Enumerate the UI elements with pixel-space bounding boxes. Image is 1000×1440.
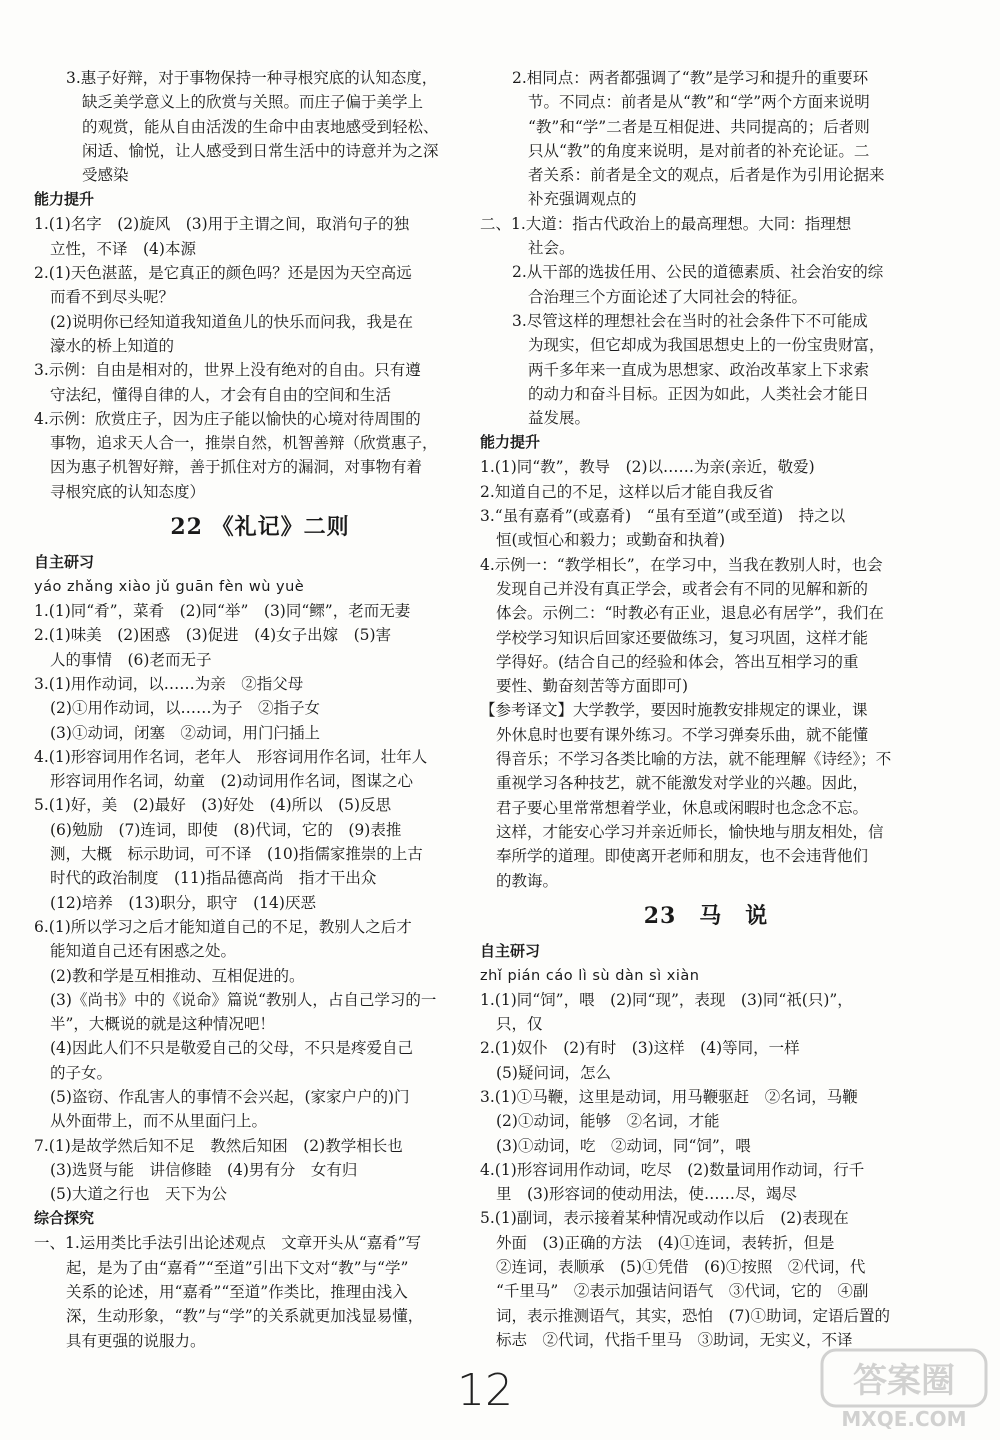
text-line: 3.(1)①马鞭，这里是动词，用马鞭驱赶 ②名词，马鞭 [480, 1087, 858, 1106]
text-line: 社会。 [528, 239, 575, 258]
text-line: 得音乐；不学习各类比喻的方法，就不能理解《诗经》；不 [496, 750, 892, 769]
text-line: 里 (3)形容词的使动用法，使……尽，竭尽 [496, 1185, 797, 1204]
text-line: 补充强调观点的 [528, 190, 637, 209]
text-line: 3.惠子好辩，对于事物保持一种寻根究底的认知态度， [66, 69, 438, 87]
text-line: (5)疑问词，怎么 [496, 1063, 611, 1082]
text-line: 5.(1)副词，表示接着某种情况或动作以后 (2)表现在 [480, 1209, 849, 1228]
text-line: 者关系：前者是全文的观点，后者是作为引用论据来 [528, 166, 885, 185]
text-line: 奉所学的道理。即使离开老师和朋友，也不会违背他们 [496, 847, 869, 866]
lesson-title: 22 《礼记》二则 [170, 514, 350, 541]
text-line: 学得好。(结合自己的经验和体会，答出互相学习的重 [496, 652, 859, 671]
text-line: 2.(1)味美 (2)困惑 (3)促进 (4)女子出嫁 (5)害 [34, 626, 392, 645]
text-line: 人的事情 (6)老而无子 [50, 650, 212, 669]
text-line: 关系的论述，用“嘉肴”“至道”作类比，推理由浅入 [66, 1283, 408, 1302]
text-line: 闲适、愉悦，让人感受到日常生活中的诗意并为之深 [82, 141, 439, 160]
text-line: (3)选贤与能 讲信修睦 (4)男有分 女有归 [50, 1160, 358, 1179]
text-line: 3.(1)用作动词，以……为亲 ②指父母 [34, 674, 304, 693]
pinyin-line: yáo zhǎng xiào jǔ guān fèn wù yuè [34, 579, 305, 596]
text-line: “千里马” ②表示加强诘问语气 ③代词，它的 ④副 [496, 1282, 869, 1301]
text-line: 益发展。 [528, 409, 591, 428]
text-line: 要性、勤奋刻苦等方面即可) [496, 677, 689, 696]
left-column [34, 66, 486, 1353]
pinyin-line: zhǐ pián cáo lì sù dàn sì xiàn [480, 967, 700, 984]
text-line: 形容词用作名词，幼童 (2)动词用作名词，图谋之心 [50, 772, 413, 791]
text-line: 恒(或恒心和毅力；或勤奋和执着) [496, 531, 726, 550]
text-line: 半”，大概说的就是这种情况吧！ [50, 1015, 275, 1034]
text-line: 为现实，但它却成为我国思想史上的一份宝贵财富， [528, 336, 885, 355]
text-line: 合治理三个方面论述了大同社会的特征。 [528, 287, 808, 306]
text-line: 的观赏，能从自由活泼的生命中由衷地感受到轻松、 [82, 117, 439, 136]
text-line: 深，生动形象，“教”与“学”的关系就更加浅显易懂， [66, 1307, 424, 1326]
text-line: 的教诲。 [496, 871, 559, 890]
text-line: 2.(1)天色湛蓝，是它真正的颜色吗？还是因为天空高远 [34, 264, 412, 283]
text-line: 二、1.大道：指古代政治上的最高理想。大同：指理想 [480, 214, 852, 233]
text-line: 3.尽管这样的理想社会在当时的社会条件下不可能成 [512, 311, 868, 330]
text-line: 从外面带上，而不从里面闩上。 [50, 1112, 268, 1131]
text-line: 节。不同点：前者是从“教”和“学”两个方面来说明 [528, 93, 870, 112]
text-line: 守法纪，懂得自律的人，才会有自由的空间和生活 [50, 385, 392, 404]
text-line: 濠水的桥上知道的 [50, 336, 175, 355]
text-line: 而看不到尽头呢？ [50, 288, 175, 307]
text-line: 标志 ②代词，代指千里马 ③助词，无实义，不译 [496, 1330, 853, 1349]
text-line: 3.“虽有嘉肴”(或嘉肴) “虽有至道”(或至道) 持之以 [480, 507, 846, 526]
text-line: 2.知道自己的不足，这样以后才能自我反省 [480, 482, 774, 501]
text-line: 词，表示推测语气，其实，恐怕 (7)①助词，定语后置的 [496, 1306, 890, 1325]
right-column [480, 66, 932, 1352]
text-line: 重视学习各种技艺，就不能激发对学业的兴趣。因此， [496, 774, 869, 793]
text-line: 只，仅 [496, 1015, 543, 1034]
text-line: 的子女。 [50, 1063, 113, 1082]
text-line: 君子要心里常常想着学业，休息或闲暇时也念念不忘。 [496, 798, 869, 817]
text-line: 受感染 [82, 166, 129, 185]
text-line: 体会。示例二：“时教必有正业，退息必有居学”，我们在 [496, 604, 884, 623]
text-line: (12)培养 (13)职分，职守 (14)厌恶 [50, 893, 316, 912]
text-line: 2.从干部的选拔任用、公民的道德素质、社会治安的综 [512, 263, 884, 282]
text-line: 4.示例：欣赏庄子，因为庄子能以愉快的心境对待周围的 [34, 409, 421, 428]
text-line: 具有更强的说服力。 [66, 1331, 206, 1350]
text-line: 2.相同点：两者都强调了“教”是学习和提升的重要环 [512, 69, 869, 87]
text-line: 两千多年来一直成为思想家、政治改革家上下求索 [528, 360, 870, 379]
text-line: (5)盗窃、作乱害人的事情不会兴起，(家家户户的)门 [50, 1087, 410, 1106]
text-line: 1.(1)名字 (2)旋风 (3)用于主谓之间，取消句子的独 [34, 215, 410, 234]
section-heading: 能力提升 [480, 433, 541, 452]
page-number: 12 [457, 1365, 513, 1416]
watermark-logo [818, 1346, 990, 1432]
text-line: (3)《尚书》中的《说命》篇说“教别人，占自己学习的一 [50, 990, 437, 1009]
text-line: 外休息时也要有课外练习。不学习弹奏乐曲，就不能懂 [496, 725, 869, 744]
text-line: 学校学习知识后回家还要做练习，复习巩固，这样才能 [496, 628, 869, 647]
text-line: (5)大道之行也 天下为公 [50, 1185, 227, 1204]
text-line: 立性，不译 (4)本源 [50, 239, 196, 258]
text-line: 一、1.运用类比手法引出论述观点 文章开头从“嘉肴”写 [34, 1234, 422, 1253]
text-line: 4.(1)形容词用作名词，老年人 形容词用作名词，壮年人 [34, 747, 428, 766]
text-line: 4.示例一：“教学相长”，在学习中，当我在教别人时，也会 [480, 555, 883, 574]
text-line: (2)教和学是互相推动、互相促进的。 [50, 966, 305, 985]
text-line: 起，是为了由“嘉肴”“至道”引出下文对“教”与“学” [66, 1258, 409, 1277]
text-line: 发现自己并没有真正学会，或者会有不同的见解和新的 [496, 579, 869, 598]
watermark-main: 答案圈 [853, 1361, 955, 1401]
text-line: 7.(1)是故学然后知不足 教然后知困 (2)教学相长也 [34, 1136, 403, 1155]
text-line: ②连词，表顺承 (5)①凭借 (6)①按照 ②代词，代 [496, 1258, 866, 1277]
text-line: 缺乏美学意义上的欣赏与关照。而庄子偏于美学上 [82, 93, 424, 112]
section-heading: 能力提升 [34, 190, 95, 209]
text-line: 测，大概 标示助词，可不译 (10)指儒家推崇的上古 [50, 845, 423, 864]
watermark-sub: MXQE.COM [841, 1407, 967, 1431]
text-line: 6.(1)所以学习之后才能知道自己的不足，教别人之后才 [34, 917, 412, 936]
section-heading: 自主研习 [480, 941, 541, 960]
text-line: 1.(1)同“教”，教导 (2)以……为亲(亲近，敬爱) [480, 458, 815, 477]
text-line: 这样，才能安心学习并亲近师长，愉快地与朋友相处，信 [496, 822, 884, 841]
text-line: 3.示例：自由是相对的，世界上没有绝对的自由。只有遵 [34, 361, 421, 380]
text-line: 【参考译文】大学教学，要因时施教安排规定的课业，课 [480, 701, 868, 720]
text-line: 2.(1)奴仆 (2)有时 (3)这样 (4)等同，一样 [480, 1039, 800, 1058]
text-line: 时代的政治制度 (11)指品德高尚 指才干出众 [50, 869, 377, 888]
text-line: 4.(1)形容词用作动词，吃尽 (2)数量词用作动词，行千 [480, 1160, 865, 1179]
text-line: 1.(1)同“饲”，喂 (2)同“现”，表现 (3)同“祇(只)”， [480, 990, 853, 1009]
text-line: 1.(1)同“肴”，菜肴 (2)同“举” (3)同“鳏”，老而无妻 [34, 602, 411, 621]
text-line: (4)因此人们不只是敬爱自己的父母，不只是疼爱自己 [50, 1039, 413, 1058]
text-line: 外面 (3)正确的方法 (4)①连词，表转折，但是 [496, 1233, 835, 1252]
text-line: (2)①动词，能够 ②名词，才能 [496, 1112, 720, 1131]
text-line: (6)勉励 (7)连词，即使 (8)代词，它的 (9)表推 [50, 820, 402, 839]
text-line: 因为惠子机智好辩，善于抓住对方的漏洞，对事物有着 [50, 458, 423, 477]
text-line: (3)①动词，闭塞 ②动词，用门闩插上 [50, 723, 320, 742]
text-line: 能知道自己还有困惑之处。 [50, 942, 237, 961]
text-line: (2)说明你已经知道我知道鱼儿的快乐而问我，我是在 [50, 312, 413, 331]
text-line: 只从“教”的角度来说明，是对前者的补充论证。二 [528, 141, 870, 160]
text-line: “教”和“学”二者是互相促进、共同提高的；后者则 [528, 117, 870, 136]
lesson-title: 23 马 说 [643, 902, 769, 929]
text-line: 事物，追求天人合一，推崇自然，机智善辩（欣赏惠子， [50, 434, 438, 453]
text-line: (3)①动词，吃 ②动词，同“饲”，喂 [496, 1136, 751, 1155]
text-line: 5.(1)好，美 (2)最好 (3)好处 (4)所以 (5)反思 [34, 796, 392, 815]
text-line: 寻根究底的认知态度） [50, 482, 206, 501]
text-line: (2)①用作动词，以……为子 ②指子女 [50, 699, 320, 718]
section-heading: 综合探究 [34, 1209, 95, 1228]
text-line: 的动力和奋斗目标。正因为如此，人类社会才能日 [528, 384, 870, 403]
section-heading: 自主研习 [34, 553, 95, 572]
